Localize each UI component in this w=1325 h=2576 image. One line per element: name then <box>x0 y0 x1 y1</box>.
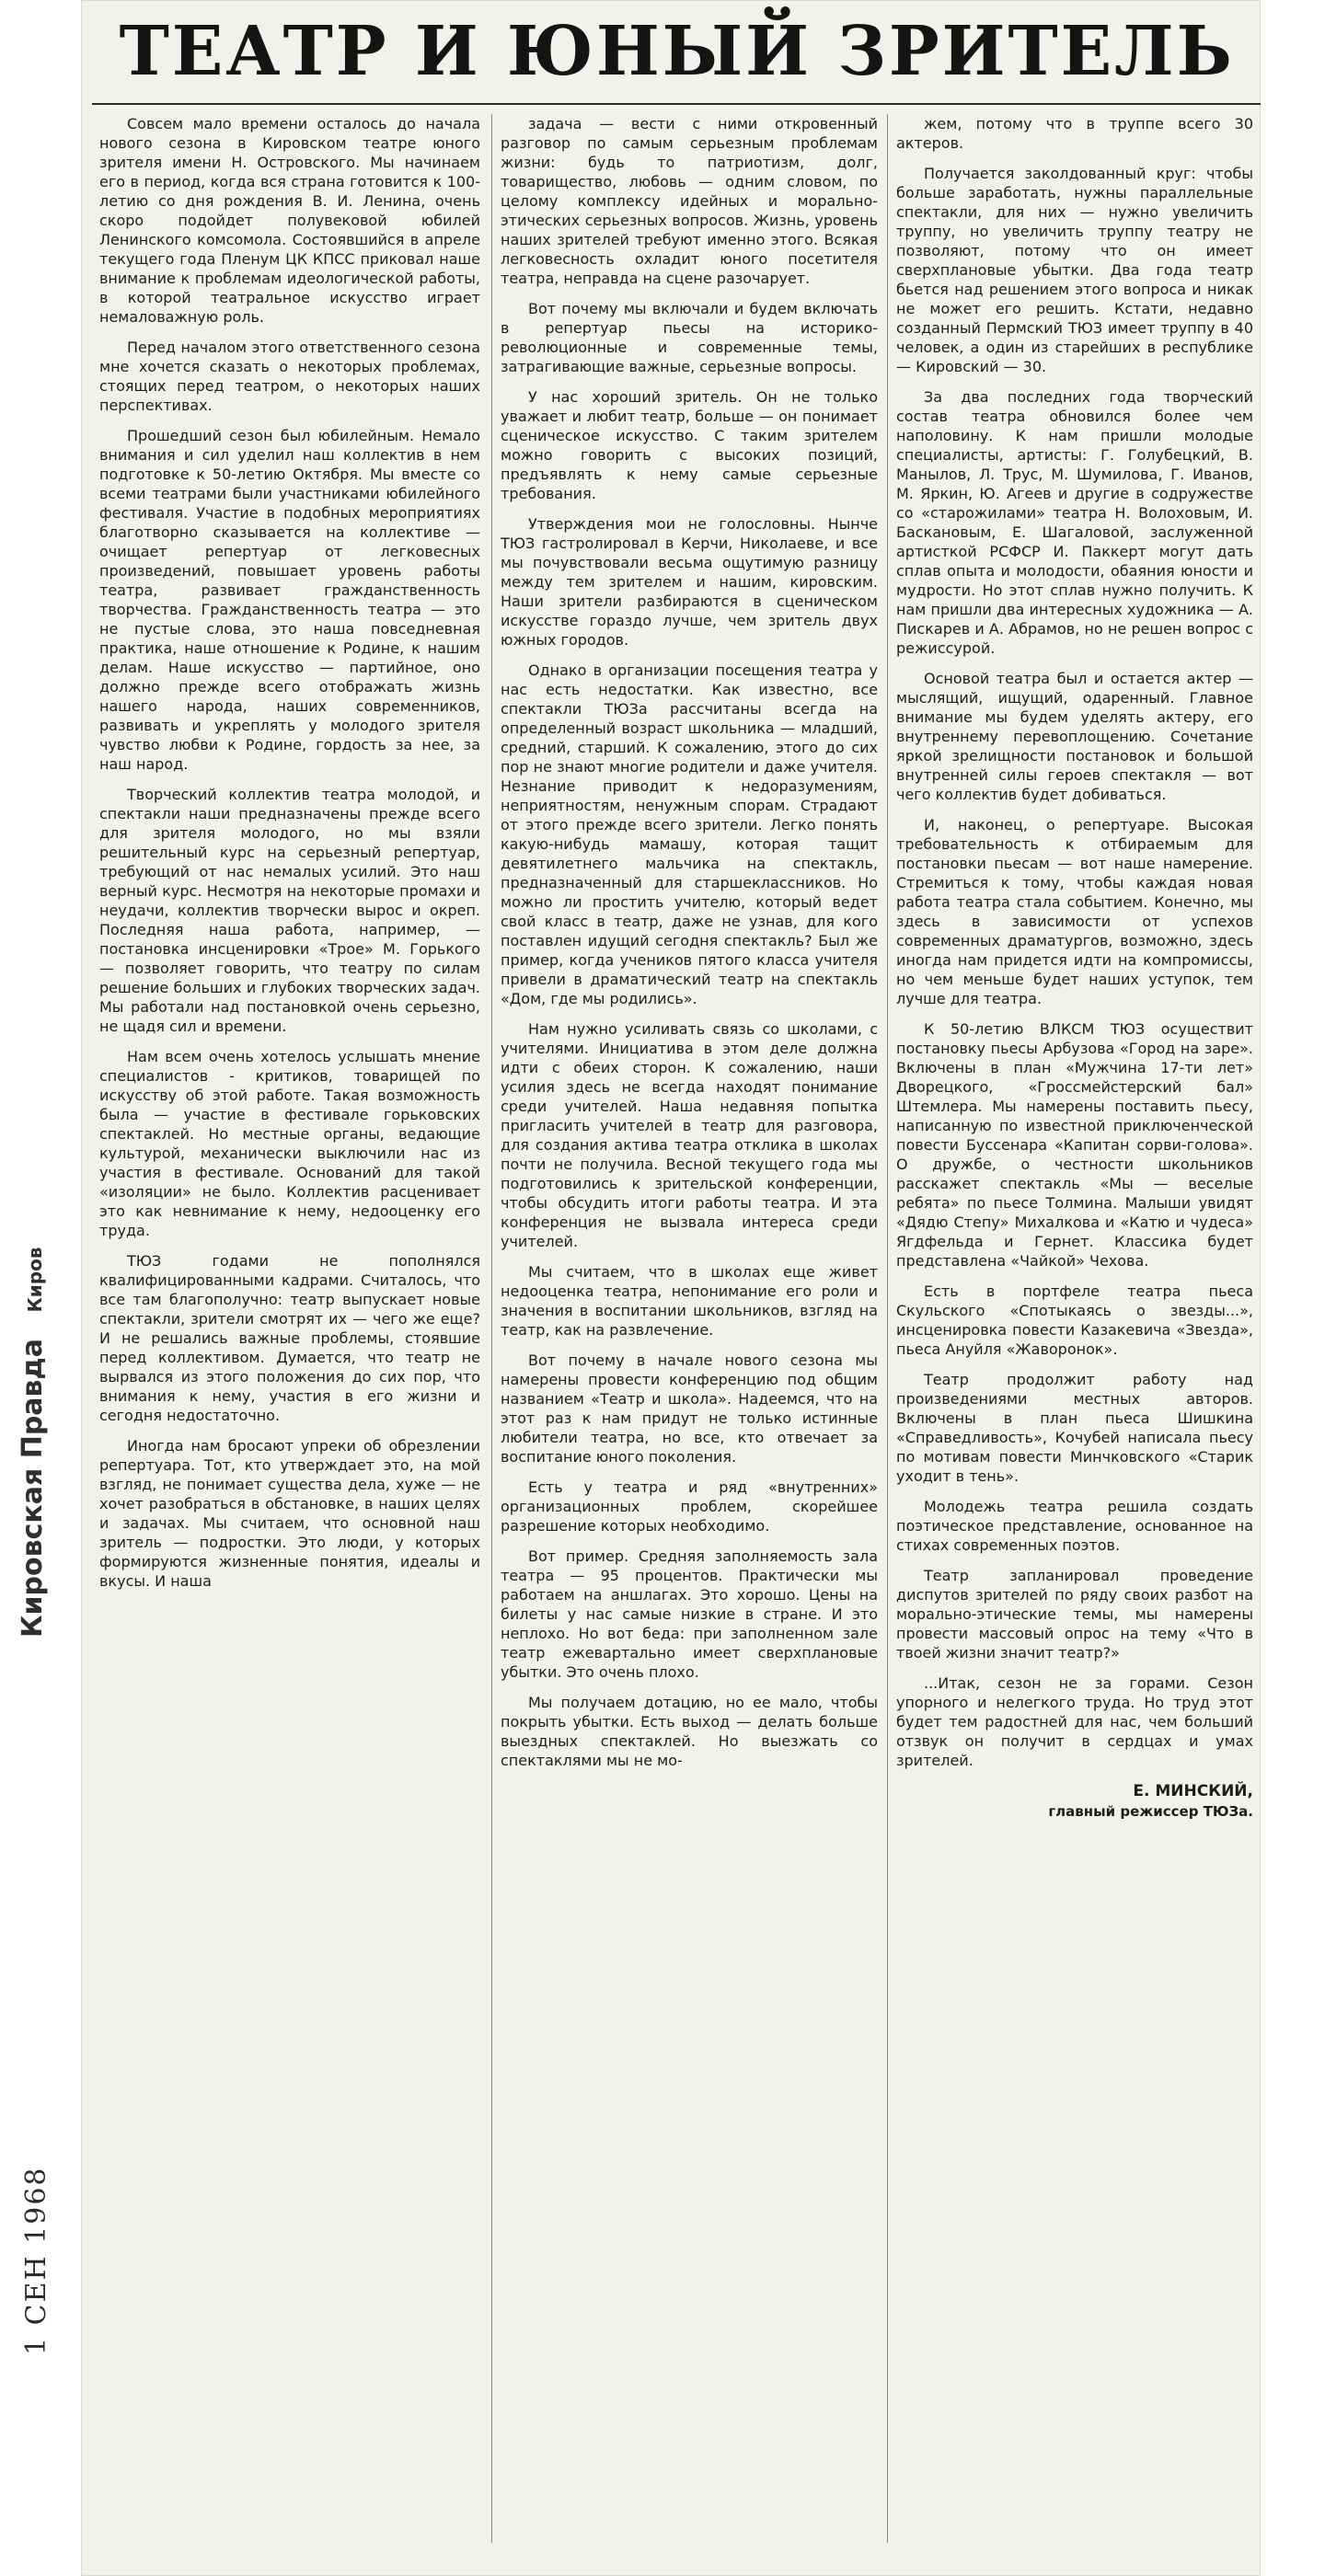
article-column-1 <box>99 114 480 2524</box>
article-paragraph: Прошедший сезон был юбилейным. Немало внимания и сил уделил наш коллектив в нем подготовке к 50-летию Октября. Мы вместе со всеми театрами были участниками юбилейного фестиваля. Участие в подобных мероприятиях благотворно сказывается на коллективе — очищает репертуар от легковесных произведений, повышает уровень работы театра, развивает гражданственность творчества. Гражданственность театра — это не пустые слова, это наша повседневная практика, наше отношение к Родине, к нашим делам. Наше искусство — партийное, оно должно прежде всего отображать жизнь нашего народа, наших современников, развивать и укреплять у молодого зрителя чувство любви к Родине, гордость за нее, за наш народ. <box>99 427 480 773</box>
column-divider <box>887 114 888 2543</box>
article-paragraph: Основой театра был и остается актер — мыслящий, ищущий, одаренный. Главное внимание мы будем уделять актеру, его внутреннему перевоплощению. Сочетание яркой зрелищности постановок и большой внутренней силы героев спектакля — вот чего коллектив будет добиваться. <box>896 670 1253 803</box>
article-paragraph: За два последних года творческий состав театра обновился более чем наполовину. К нам пришли молодые специалисты, артисты: Г. Голубецкий, В. Манылов, Л. Трус, М. Шумилова, Г. Иванов, М. Яркин, Ю. Агеев и другие в содружестве со «старожилами» театра Н. Волоховым, И. Баскановым, Е. Шагаловой, заслуженной артисткой РСФСР И. Паккерт могут дать сплав опыта и молодости, обаяния юности и мудрости. Но этот сплав нужно получить. К нам пришли два интересных художника — А. Пискарев и А. Абрамов, но не решен вопрос с режиссурой. <box>896 388 1253 657</box>
page-margin <box>1261 0 1325 2576</box>
article-paragraph: Перед началом этого ответственного сезона мне хочется сказать о некоторых проблемах, стоящих перед театром, о некоторых наших перспективах. <box>99 339 480 414</box>
article-paragraph: Есть в портфеле театра пьеса Скульского «Спотыкаясь о звезды...», инсценировка повести Казакевича «Звезда», пьеса Ануйля «Жаворонок». <box>896 1282 1253 1358</box>
article-paragraph: Утверждения мои не голословны. Нынче ТЮЗ гастролировал в Керчи, Николаеве, и все мы почувствовали весьма ощутимую разницу между тем зрителем и нашим, кировским. Наши зрители разбираются в сценическом искусстве гораздо лучше, чем зритель двух южных городов. <box>501 515 878 649</box>
source-handwritten-note <box>17 1247 49 1638</box>
article-column-2 <box>501 114 878 2524</box>
article-paragraph: Вот почему мы включали и будем включать в репертуар пьесы на историко-революционные и современные темы, затрагивающие важные, серьезные вопросы. <box>501 300 878 375</box>
article-paragraph: И, наконец, о репертуаре. Высокая требовательность к отбираемым для постановки пьесам — вот наше намерение. Стремиться к тому, чтобы каждая новая работа театра стала событием. Конечно, мы здесь в зависимости от успехов современных драматургов, возможно, здесь иногда нам придется идти на компромиссы, но чем меньше будет наших уступок, тем лучше для театра. <box>896 816 1253 1007</box>
article-paragraph: ТЮЗ годами не пополнялся квалифицированными кадрами. Считалось, что все там благополучно: театр выпускает новые спектакли, зрители смотрят их — чего же еще? И не решались важные проблемы, стоявшие перед коллективом. Думается, что театр не вырвался из этого положения до сих пор, что внимания к нему, участия в его жизни и сегодня недостаточно. <box>99 1252 480 1424</box>
article-paragraph: К 50-летию ВЛКСМ ТЮЗ осуществит постановку пьесы Арбузова «Город на заре». Включены в план «Мужчина 17-ти лет» Дворецкого, «Гроссмейстерский бал» Штемлера. Мы намерены поставить пьесу, написанную по известной приключенческой повести Буссенара «Капитан сорви-голова». О дружбе, о честности школьников расскажет спектакль «Мы — веселые ребята» по пьесе Толмина. Малыши увидят «Дядю Степу» Михалкова и «Катю и чудеса» Ягдфельда и Гернет. Классика будет представлена «Чайкой» Чехова. <box>896 1020 1253 1270</box>
article-paragraph: Творческий коллектив театра молодой, и спектакли наши предназначены прежде всего для зрителя молодого, но мы взяли решительный курс на серьезный репертуар, требующий от нас немалых усилий. Это наш верный курс. Несмотря на некоторые промахи и неудачи, коллектив творчески вырос и окреп. Последняя наша работа, например, — постановка инсценировки «Трое» М. Горького — позволяет говорить, что театру по силам решение больших и глубоких творческих задач. Мы работали над постановкой очень серьезно, не щадя сил и времени. <box>99 786 480 1035</box>
article-paragraph: У нас хороший зритель. Он не только уважает и любит театр, больше — он понимает сценическое искусство. С таким зрителем можно говорить с высоких позиций, предъявлять к нему самые серьезные требования. <box>501 388 878 502</box>
article-paragraph: жем, потому что в труппе всего 30 актеров. <box>896 115 1253 152</box>
article-paragraph: ...Итак, сезон не за горами. Сезон упорного и нелегкого труда. Но труд этот будет тем радостней для нас, чем больший отзвук он получит в сердцах и умах зрителей. <box>896 1674 1253 1769</box>
article-paragraph: Совсем мало времени осталось до начала нового сезона в Кировском театре юного зрителя имени Н. Островского. Мы начинаем его в период, когда вся страна готовится к 100-летию со дня рождения В. И. Ленина, очень скоро подойдет полувековой юбилей Ленинского комсомола. Состоявшийся в апреле текущего года Пленум ЦК КПСС приковал наше внимание к проблемам идеологической работы, в которой театральное искусство играет немаловажную роль. <box>99 115 480 326</box>
article-paragraph: Получается заколдованный круг: чтобы больше заработать, нужны параллельные спектакли, для них — нужно увеличить труппу, но увеличить труппу театру не позволяют, потому что он имеет сверхплановые убытки. Два года театр бьется над решением этого вопроса и никак не может его решить. Кстати, недавно созданный Пермский ТЮЗ имеет труппу в 40 человек, а один из старейших в республике — Кировский — 30. <box>896 165 1253 375</box>
author-role: главный режиссер ТЮЗа. <box>1048 1803 1253 1820</box>
column-divider <box>491 114 492 2543</box>
headline-rule <box>92 103 1261 105</box>
article-paragraph: Есть у театра и ряд «внутренних» организационных проблем, скорейшее разрешение которых необходимо. <box>501 1478 878 1535</box>
article-paragraph: Театр запланировал проведение диспутов зрителей по ряду своих разбот на морально-этические темы, мы намерены провести массовый опрос на тему «Что в твоей жизни значит театр?» <box>896 1567 1253 1662</box>
source-newspaper-name: Кировская Правда <box>17 1339 49 1638</box>
article-paragraph: Мы считаем, что в школах еще живет недооценка театра, непонимание его роли и значения в воспитании школьников, взгляд на театр, как на развлечение. <box>501 1263 878 1339</box>
article-paragraph: Вот пример. Средняя заполняемость зала театра — 95 процентов. Практически мы работаем на аншлагах. Это хорошо. Цены на билеты у нас самые низкие в стране. И это неплохо. Но вот беда: при заполненном зале театр ежевартально имеет сверхплановые убытки. Это очень плохо. <box>501 1547 878 1681</box>
date-stamp: 1 СЕН 1968 <box>20 2166 52 2355</box>
article-paragraph: Мы получаем дотацию, но ее мало, чтобы покрыть убытки. Есть выход — делать больше выездных спектаклей. Но выезжать со спектаклями мы не мо- <box>501 1694 878 1769</box>
article-paragraph: Нам нужно усиливать связь со школами, с учителями. Инициатива в этом деле должна идти с обеих сторон. К сожалению, наши усилия здесь не всегда находят понимание среди учителей. Наша недавняя попытка пригласить учителей в театр для разговора, для создания актива театра отклика в школах почти не получила. Весной текущего года мы подготовились к зрительской конференции, чтобы обсудить итоги работы театра. И эта конференция не вызвала интереса среди учителей. <box>501 1020 878 1250</box>
article-paragraph: задача — вести с ними откровенный разговор по самым серьезным проблемам жизни: будь то патриотизм, долг, товарищество, любовь — одним словом, по целому комплексу идейных и морально-этических серьезных вопросов. Жизнь, уровень наших зрителей требуют именно этого. Всякая легковесность охладит юного посетителя театра, неправда на сцене разочарует. <box>501 115 878 287</box>
article-headline: ТЕАТР И ЮНЫЙ ЗРИТЕЛЬ <box>119 12 1235 91</box>
author-signature <box>896 1781 1253 1822</box>
article-paragraph: Нам всем очень хотелось услышать мнение специалистов - критиков, товарищей по искусству об этой работе. Такая возможность была — участие в фестивале горьковских спектаклей. Но местные органы, ведающие культурой, механически выключили нас из участия в фестивале. Оснований для такой «изоляции» не было. Коллектив расценивает это как невнимание к нему, недооценку его труда. <box>99 1048 480 1239</box>
source-city: Киров <box>24 1247 46 1313</box>
article-paragraph: Иногда нам бросают упреки об обрезлении репертуара. Тот, кто утверждает это, на мой взгляд, не понимает существа дела, хуже — не хочет разобраться в обстановке, в наших целях и задачах. Мы считаем, что основной наш зритель — подростки. Это люди, у которых формируются жизненные понятия, идеалы и вкусы. И наша <box>99 1437 480 1590</box>
article-paragraph: Вот почему в начале нового сезона мы намерены провести конференцию под общим названием «Театр и школа». Надеемся, что на этот раз к нам придут не только истинные любители театра, но все, кто отвечает за воспитание юного поколения. <box>501 1351 878 1466</box>
article-column-3 <box>896 114 1253 2524</box>
author-name: Е. МИНСКИЙ, <box>1133 1782 1253 1800</box>
article-paragraph: Театр продолжит работу над произведениями местных авторов. Включены в план пьеса Шишкина «Справедливость», Кочубей написала пьесу по мотивам повести Минчковского «Старик уходит в тень». <box>896 1371 1253 1485</box>
article-paragraph: Молодежь театра решила создать поэтическое представление, основанное на стихах современных поэтов. <box>896 1498 1253 1554</box>
article-paragraph: Однако в организации посещения театра у нас есть недостатки. Как известно, все спектакли ТЮЗа рассчитаны всегда на определенный возраст школьника — младший, средний, старший. К сожалению, этого до сих пор не знают многие родители и даже учителя. Незнание приводит к недоразумениям, неприятностям, ненужным спорам. Страдают от этого прежде всего зрители. Легко понять какую-нибудь мамашу, которая тащит девятилетнего мальчика на спектакль, предназначенный для старшеклассников. Но можно ли простить учителю, который ведет свой класс в театр, даже не узнав, для кого поставлен идущий сегодня спектакль? Был же пример, когда учеников пятого класса учителя привели в драматический театр на спектакль «Дом, где мы родились». <box>501 661 878 1007</box>
